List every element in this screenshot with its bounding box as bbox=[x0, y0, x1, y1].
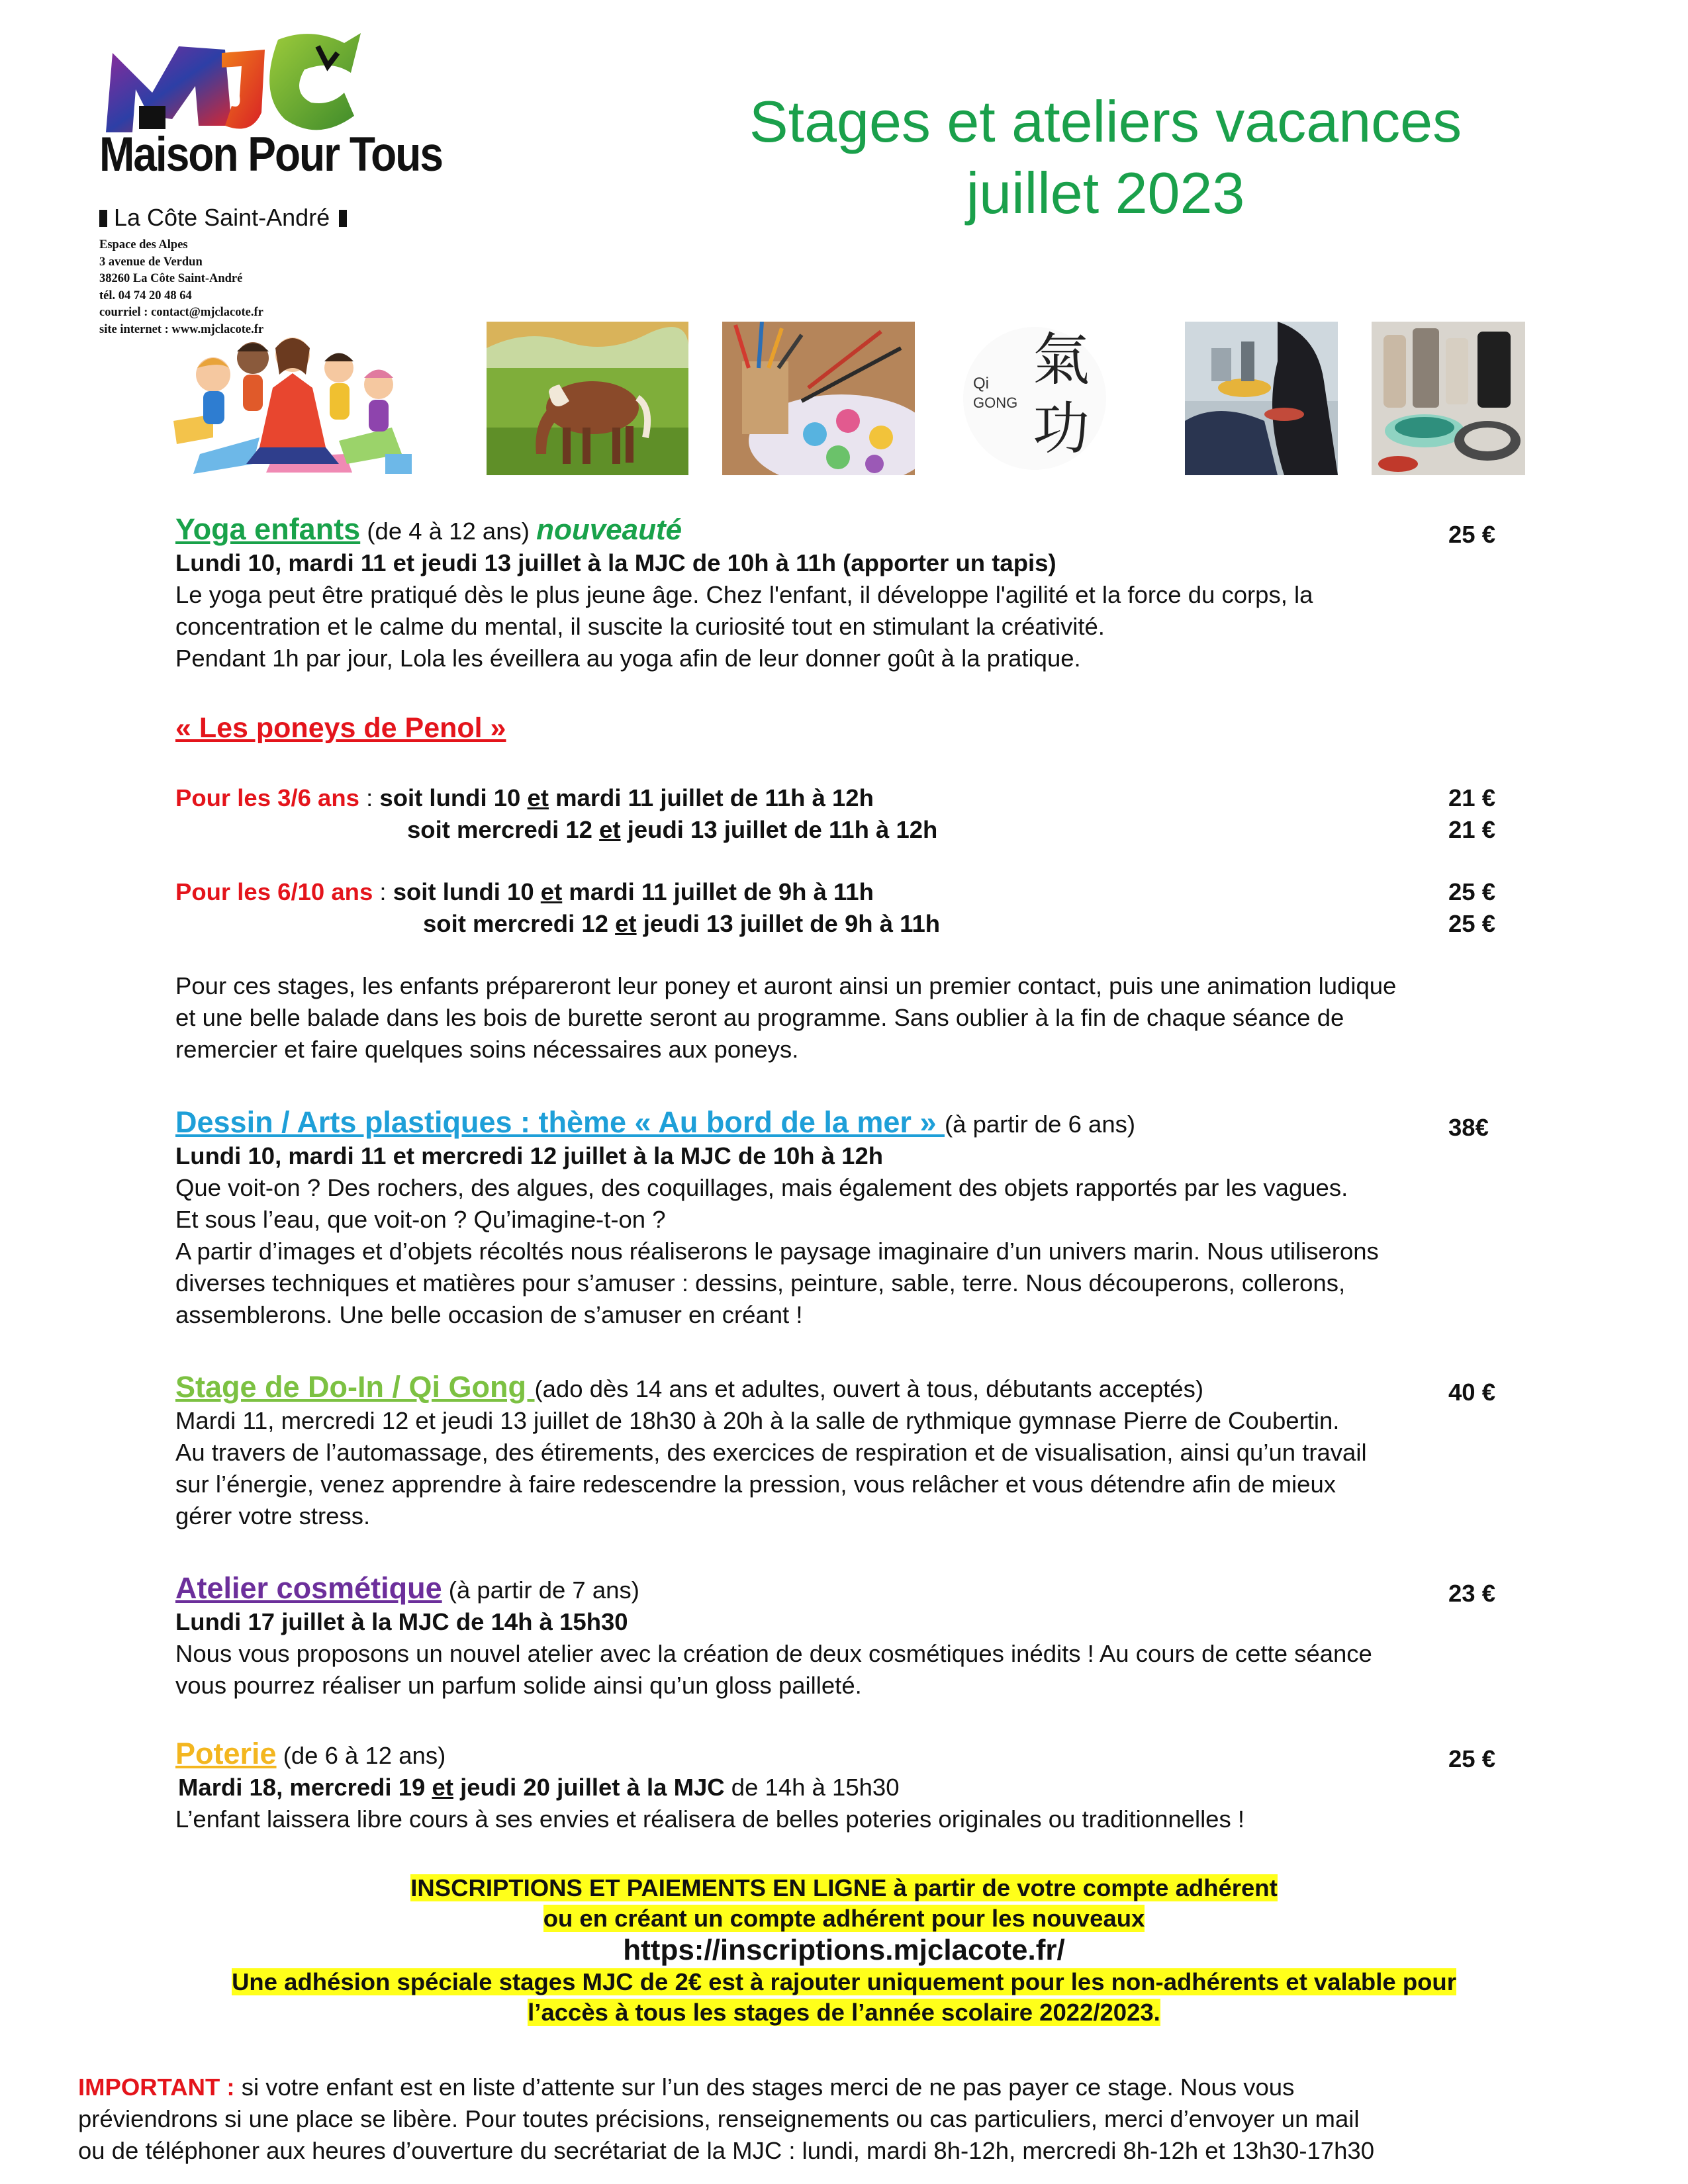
inscriptions-line-4: l’accès à tous les stages de l’année scolaire 2022/2023. bbox=[528, 1999, 1160, 2026]
inscriptions-url[interactable]: https://inscriptions.mjclacote.fr/ bbox=[623, 1934, 1065, 1966]
qigong-desc-line: sur l’énergie, venez apprendre à faire redescendre la pression, vous relâcher et vous détendre afin de mieux bbox=[175, 1471, 1336, 1498]
section-cosmetique bbox=[175, 1572, 1585, 1702]
qigong-price: 40 € bbox=[1448, 1379, 1496, 1406]
poneys-6-10-label: Pour les 6/10 ans bbox=[175, 878, 373, 905]
qigong-schedule: Mardi 11, mercredi 12 et jeudi 13 juillet de 18h30 à 20h à la salle de rythmique gymnase Pierre de Coubertin. bbox=[175, 1407, 1340, 1434]
qigong-gong-label: GONG bbox=[973, 394, 1018, 411]
cosmetique-price: 23 € bbox=[1448, 1580, 1496, 1607]
poneys-desc-line: Pour ces stages, les enfants prépareront leur poney et auront ainsi un premier contact, puis une animation ludique bbox=[175, 972, 1397, 999]
cosmetics-workshop-photo bbox=[1185, 322, 1338, 475]
phone-line: tél. 04 74 20 48 64 bbox=[99, 289, 192, 302]
poneys-desc-line: remercier et faire quelques soins nécessaires aux poneys. bbox=[175, 1036, 799, 1063]
poneys-3-6-label: Pour les 3/6 ans bbox=[175, 784, 359, 811]
qigong-char-qi: 氣 bbox=[1033, 327, 1090, 393]
important-line: ou de téléphoner aux heures d’ouverture du secrétariat de la MJC : lundi, mardi 8h-12h, mercredi 8h-12h et 13h30-17h30 bbox=[78, 2137, 1374, 2164]
qigong-qi-label: Qi bbox=[973, 375, 989, 392]
address-line: 38260 La Côte Saint-André bbox=[99, 272, 243, 285]
poneys-6-10-price-b: 25 € bbox=[1448, 910, 1496, 937]
email-line: courriel : contact@mjclacote.fr bbox=[99, 306, 263, 319]
dessin-age: (à partir de 6 ans) bbox=[944, 1111, 1136, 1138]
poneys-group-6-10 bbox=[175, 876, 1585, 940]
poneys-3-6-price-a: 21 € bbox=[1448, 784, 1496, 811]
section-poterie bbox=[175, 1738, 1585, 1835]
section-dessin bbox=[175, 1107, 1585, 1331]
cosmetique-desc-line: Nous vous proposons un nouvel atelier avec la création de deux cosmétiques inédits ! Au cours de cette séance bbox=[175, 1640, 1372, 1667]
poneys-3-6-slot-b: soit mercredi 12 et jeudi 13 juillet de 11h à 12h bbox=[407, 816, 938, 843]
paint-brushes-photo bbox=[722, 322, 915, 475]
poterie-desc: L’enfant laissera libre cours à ses envies et réalisera de belles poteries originales ou traditionnelles ! bbox=[175, 1805, 1245, 1833]
address-line: Espace des Alpes bbox=[99, 238, 188, 251]
inscriptions-line-3: Une adhésion spéciale stages MJC de 2€ est à rajouter uniquement pour les non-adhérents et valable pour bbox=[232, 1968, 1456, 1995]
cosmetique-age: (à partir de 7 ans) bbox=[448, 1576, 639, 1604]
qigong-title: Stage de Do-In / Qi Gong bbox=[175, 1370, 535, 1404]
poneys-description bbox=[175, 970, 1585, 1066]
website-line: site internet : www.mjclacote.fr bbox=[99, 322, 264, 336]
poneys-3-6-slot-a: soit lundi 10 et mardi 11 juillet de 11h à 12h bbox=[379, 784, 874, 811]
poterie-age: (de 6 à 12 ans) bbox=[283, 1742, 446, 1769]
yoga-children-illustration bbox=[173, 322, 413, 475]
logo-maison-pour-tous: Maison Pour Tous bbox=[99, 126, 442, 181]
section-yoga bbox=[175, 514, 1585, 674]
poneys-desc-line: et une belle balade dans les bois de burette seront au programme. Sans oublier à la fin de chaque séance de bbox=[175, 1004, 1344, 1031]
yoga-desc-line: concentration et le calme du mental, il suscite la curiosité tout en stimulant la créativité. bbox=[175, 613, 1105, 640]
section-qigong bbox=[175, 1371, 1585, 1532]
inscriptions-line-1: INSCRIPTIONS ET PAIEMENTS EN LIGNE à partir de votre compte adhérent bbox=[410, 1874, 1278, 1901]
yoga-schedule: Lundi 10, mardi 11 et jeudi 13 juillet à la MJC de 10h à 11h (apporter un tapis) bbox=[175, 549, 1056, 576]
pony-photo bbox=[487, 322, 688, 475]
poneys-6-10-price-a: 25 € bbox=[1448, 878, 1496, 905]
dessin-price: 38€ bbox=[1448, 1114, 1489, 1141]
dessin-desc-line: A partir d’images et d’objets récoltés nous réaliserons le paysage imaginaire d’un univers marin. Nous utiliserons bbox=[175, 1238, 1379, 1265]
separator: : bbox=[359, 784, 380, 811]
yoga-title: Yoga enfants bbox=[175, 512, 361, 546]
address-line: 3 avenue de Verdun bbox=[99, 255, 203, 269]
poterie-title: Poterie bbox=[175, 1737, 277, 1770]
dessin-desc-line: diverses techniques et matières pour s’amuser : dessins, peinture, sable, terre. Nous découperons, collerons, bbox=[175, 1269, 1346, 1297]
poneys-group-3-6 bbox=[175, 782, 1585, 846]
poneys-title: « Les poneys de Penol » bbox=[175, 712, 506, 744]
title-line-1: Stages et ateliers vacances bbox=[749, 89, 1462, 154]
important-notice bbox=[78, 2071, 1654, 2167]
qigong-desc-line: Au travers de l’automassage, des étirements, des exercices de respiration et de visualisation, ainsi qu’un travail bbox=[175, 1439, 1367, 1466]
title-line-2: juillet 2023 bbox=[966, 160, 1245, 226]
poneys-6-10-slot-b: soit mercredi 12 et jeudi 13 juillet de 9h à 11h bbox=[423, 910, 941, 937]
poneys-6-10-slot-a: soit lundi 10 et mardi 11 juillet de 9h à 11h bbox=[393, 878, 874, 905]
important-line: préviendrons si une place se libère. Pour toutes précisions, renseignements ou cas particuliers, merci d’envoyer un mail bbox=[78, 2105, 1360, 2132]
important-line: si votre enfant est en liste d’attente sur l’un des stages merci de ne pas payer ce stage. Nous vous bbox=[241, 2073, 1295, 2101]
yoga-desc-line: Pendant 1h par jour, Lola les éveillera au yoga afin de leur donner goût à la pratique. bbox=[175, 645, 1081, 672]
qigong-age: (ado dès 14 ans et adultes, ouvert à tous, débutants acceptés) bbox=[534, 1375, 1204, 1402]
inscriptions-block bbox=[0, 1873, 1688, 2028]
yoga-new-tag: nouveauté bbox=[536, 514, 682, 546]
inscriptions-line-2: ou en créant un compte adhérent pour les nouveaux bbox=[543, 1905, 1145, 1932]
yoga-price: 25 € bbox=[1448, 521, 1496, 548]
mjc-logo bbox=[99, 26, 442, 336]
qigong-desc-line: gérer votre stress. bbox=[175, 1502, 371, 1529]
dessin-desc-line: assemblerons. Une belle occasion de s’amuser en créant ! bbox=[175, 1301, 803, 1328]
cosmetique-schedule: Lundi 17 juillet à la MJC de 14h à 15h30 bbox=[175, 1608, 628, 1635]
important-label: IMPORTANT : bbox=[78, 2073, 242, 2101]
mjc-logo-letters bbox=[99, 26, 371, 139]
poneys-3-6-price-b: 21 € bbox=[1448, 816, 1496, 843]
pottery-photo bbox=[1372, 322, 1525, 475]
dessin-title: Dessin / Arts plastiques : thème « Au bord de la mer » bbox=[175, 1105, 945, 1139]
qigong-char-gong: 功 bbox=[1033, 396, 1090, 462]
yoga-age: (de 4 à 12 ans) bbox=[367, 518, 530, 545]
separator: : bbox=[373, 878, 393, 905]
cosmetique-desc-line: vous pourrez réaliser un parfum solide ainsi qu’un gloss pailleté. bbox=[175, 1672, 862, 1699]
page-title bbox=[662, 86, 1549, 229]
poterie-schedule: Mardi 18, mercredi 19 et jeudi 20 juillet à la MJC de 14h à 15h30 bbox=[178, 1774, 900, 1801]
dessin-desc-line: Et sous l’eau, que voit-on ? Qu’imagine-t-on ? bbox=[175, 1206, 666, 1233]
qigong-logo bbox=[959, 322, 1111, 475]
dessin-schedule: Lundi 10, mardi 11 et mercredi 12 juillet à la MJC de 10h à 12h bbox=[175, 1142, 884, 1169]
poterie-price: 25 € bbox=[1448, 1745, 1496, 1772]
cosmetique-title: Atelier cosmétique bbox=[175, 1571, 442, 1605]
dessin-desc-line: Que voit-on ? Des rochers, des algues, des coquillages, mais également des objets rapportés par les vagues. bbox=[175, 1174, 1348, 1201]
yoga-desc-line: Le yoga peut être pratiqué dès le plus jeune âge. Chez l'enfant, il développe l'agilité et la force du corps, la bbox=[175, 581, 1313, 608]
section-poneys bbox=[175, 712, 1585, 744]
logo-la-cote-saint-andre: La Côte Saint-André bbox=[99, 204, 347, 232]
